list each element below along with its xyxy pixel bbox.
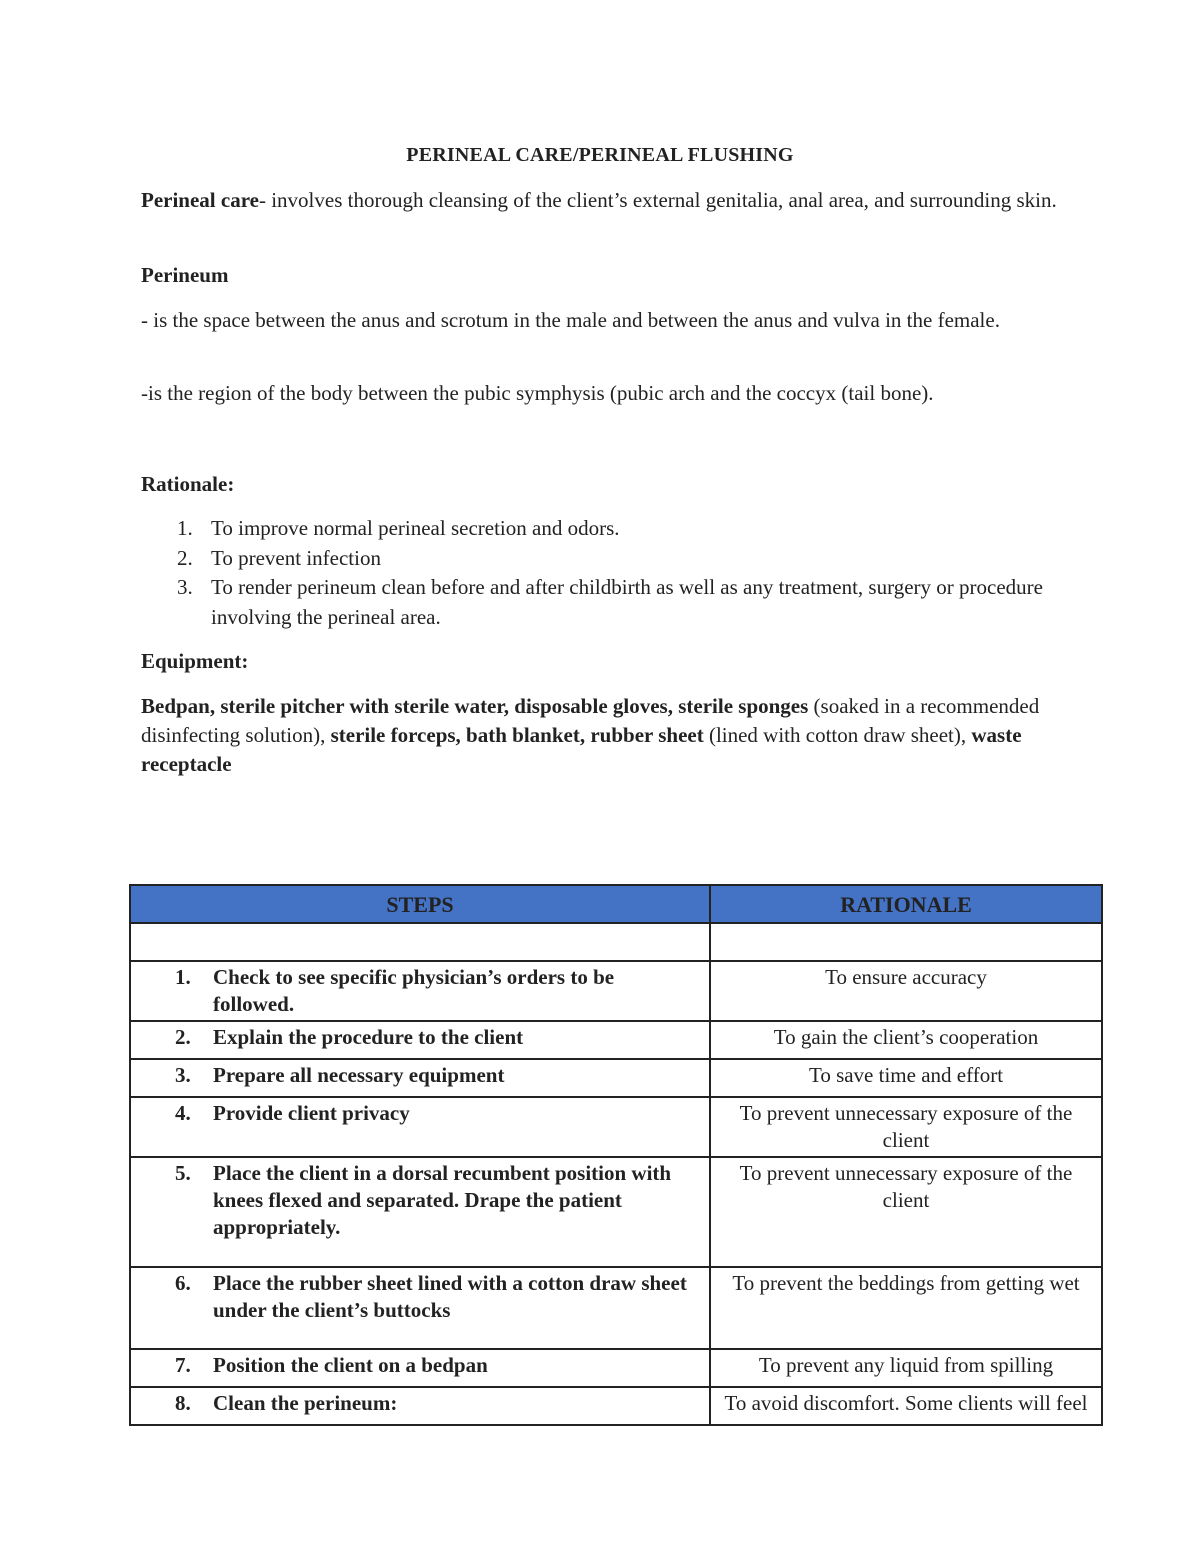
perineum-definition-2: -is the region of the body between the pubic symphysis (pubic arch and the coccyx (tail bone). xyxy=(141,381,934,405)
steps-column-header: STEPS xyxy=(130,885,710,923)
perineum-definition-1: - is the space between the anus and scrotum in the male and between the anus and vulva in the female. xyxy=(141,308,1000,332)
table-row: 7. Position the client on a bedpan To prevent any liquid from spilling xyxy=(130,1349,1102,1387)
perineal-care-text: - involves thorough cleansing of the client’s external genitalia, anal area, and surrounding skin. xyxy=(258,188,1057,212)
table-empty-row xyxy=(130,923,1102,961)
perineum-heading: Perineum xyxy=(141,263,229,287)
table-row: 1. Check to see specific physician’s orders to be followed. To ensure accuracy xyxy=(130,961,1102,1021)
perineal-care-definition xyxy=(141,186,1061,215)
table-row: 4. Provide client privacy To prevent unnecessary exposure of the client xyxy=(130,1097,1102,1157)
table-row: 8. Clean the perineum: To avoid discomfort. Some clients will feel xyxy=(130,1387,1102,1425)
list-item: 3. To render perineum clean before and after childbirth as well as any treatment, surgery or procedure involving the perineal area. xyxy=(177,575,1043,629)
table-header-row xyxy=(130,885,1102,923)
list-item: 2. To prevent infection xyxy=(177,545,381,570)
table-row: 6. Place the rubber sheet lined with a cotton draw sheet under the client’s buttocks To prevent the beddings from getting wet xyxy=(130,1267,1102,1349)
list-item: 1. To improve normal perineal secretion and odors. xyxy=(177,516,620,540)
table-row: 3. Prepare all necessary equipment To save time and effort xyxy=(130,1059,1102,1097)
table-row: 5. Place the client in a dorsal recumbent position with knees flexed and separated. Drape the patient appropriately. To prevent unnecessary exposure of the client xyxy=(130,1157,1102,1267)
equipment-heading: Equipment: xyxy=(141,649,249,673)
perineal-care-term: Perineal care xyxy=(141,188,259,212)
rationale-column-header: RATIONALE xyxy=(710,885,1102,923)
rationale-heading: Rationale: xyxy=(141,472,235,496)
document-title: PERINEAL CARE/PERINEAL FLUSHING xyxy=(406,144,794,166)
rationale-list xyxy=(141,514,1061,632)
steps-table xyxy=(129,884,1103,1426)
equipment-list: Bedpan, sterile pitcher with sterile water, disposable gloves, sterile sponges (soaked in a recommended disinfecting solution), sterile forceps, bath blanket, rubber sheet (lined with cotton draw sheet), waste receptacle xyxy=(141,694,1040,776)
table-row: 2. Explain the procedure to the client To gain the client’s cooperation xyxy=(130,1021,1102,1059)
